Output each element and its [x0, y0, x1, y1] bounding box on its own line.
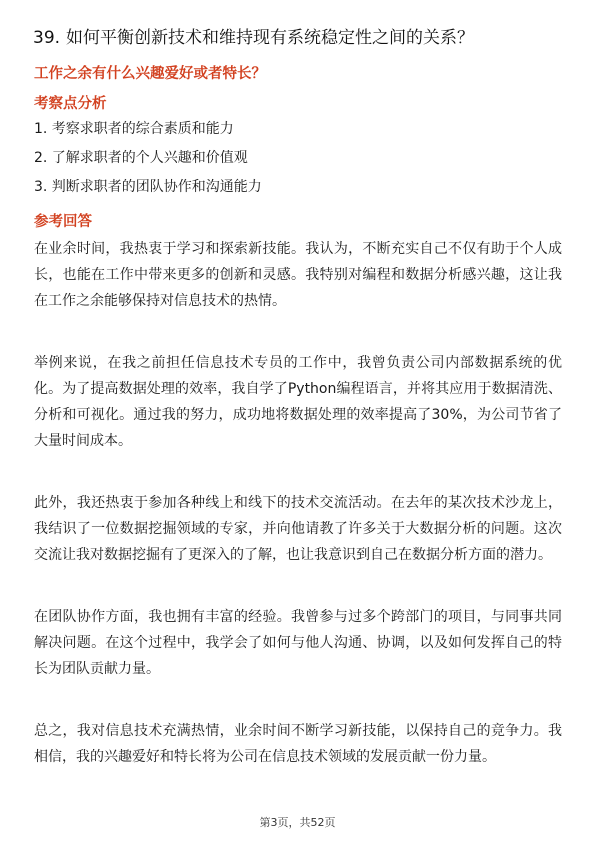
- question-text: 如何平衡创新技术和维持现有系统稳定性之间的关系？: [66, 28, 475, 48]
- sub-question-heading: 工作之余有什么兴趣爱好或者特长？: [34, 66, 266, 82]
- answer-heading: 参考回答: [34, 214, 92, 230]
- question-number: 39.: [33, 28, 61, 48]
- list-item: 3. 判断求职者的团队协作和沟通能力: [34, 179, 262, 195]
- answer-body: [34, 236, 562, 770]
- page-footer: [0, 816, 595, 830]
- page-number-label: 第3页，共52页: [259, 816, 336, 829]
- list-item: 1. 考察求职者的综合素质和能力: [34, 121, 234, 137]
- answer-paragraph: 总之，我对信息技术充满热情，业余时间不断学习新技能，以保持自己的竞争力。我相信，我的兴趣爱好和特长将为公司在信息技术领域的发展贡献一份力量。: [34, 723, 562, 765]
- analysis-heading: 考察点分析: [34, 96, 107, 112]
- answer-paragraph: 此外，我还热衷于参加各种线上和线下的技术交流活动。在去年的某次技术沙龙上，我结识了一位数据挖掘领域的专家，并向他请教了许多关于大数据分析的问题。这次交流让我对数据挖掘有了更深入的了解，也让我意识到自己在数据分析方面的潜力。: [34, 495, 562, 563]
- analysis-list: [34, 119, 262, 206]
- answer-paragraph: 在团队协作方面，我也拥有丰富的经验。我曾参与过多个跨部门的项目，与同事共同解决问题。在这个过程中，我学会了如何与他人沟通、协调，以及如何发挥自己的特长为团队贡献力量。: [34, 609, 562, 677]
- answer-paragraph: 在业余时间，我热衷于学习和探索新技能。我认为，不断充实自己不仅有助于个人成长，也能在工作中带来更多的创新和灵感。我特别对编程和数据分析感兴趣，这让我在工作之余能够保持对信息技术的热情。: [34, 241, 562, 309]
- answer-paragraph: 举例来说，在我之前担任信息技术专员的工作中，我曾负责公司内部数据系统的优化。为了提高数据处理的效率，我自学了Python编程语言，并将其应用于数据清洗、分析和可视化。通过我的努力，成功地将数据处理的效率提高了30%，为公司节省了大量时间成本。: [34, 355, 562, 449]
- question-title: [33, 26, 573, 50]
- list-item: 2. 了解求职者的个人兴趣和价值观: [34, 150, 248, 166]
